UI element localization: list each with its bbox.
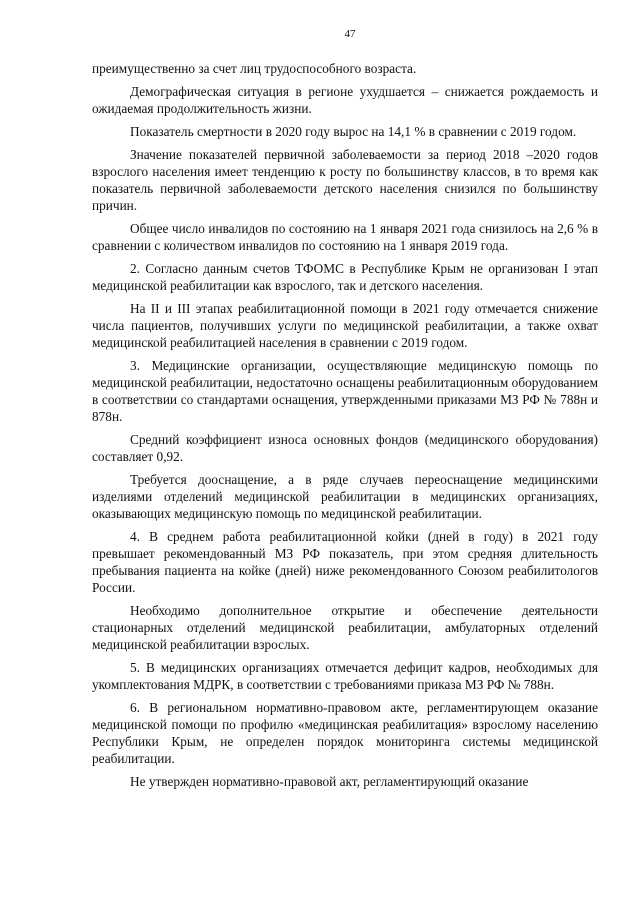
document-body (92, 60, 598, 790)
paragraph-legal-act: Не утвержден нормативно-правовой акт, регламентирующий оказание (130, 774, 529, 789)
paragraph-item-6: 6. В региональном нормативно-правовом акте, регламентирующем оказание медицинской помощи по профилю «медицинская реабилитация» взрослому населению Республики Крым, не определен порядок мониторинга системы медицинской реабилитации. (92, 700, 598, 766)
paragraph-equipment-need: Требуется дооснащение, а в ряде случаев переоснащение медицинскими изделиями отделений медицинской реабилитации в медицинских организациях, оказывающих медицинскую помощь по медицинской реабилитации. (92, 472, 598, 521)
paragraph-mortality: Показатель смертности в 2020 году вырос на 14,1 % в сравнении с 2019 годом. (130, 124, 577, 139)
paragraph-item-5: 5. В медицинских организациях отмечается дефицит кадров, необходимых для укомплектования МДРК, в соответствии с требованиями приказа МЗ РФ № 788н. (92, 660, 598, 692)
paragraph-rehab-stages: На II и III этапах реабилитационной помощи в 2021 году отмечается снижение числа пациентов, получивших услуги по медицинской реабилитации, а также охват медицинской реабилитацией населения в сравнении с 2019 годом. (92, 301, 598, 350)
paragraph-item-2: 2. Согласно данным счетов ТФОМС в Республике Крым не организован I этап медицинской реабилитации как взрослого, так и детского населения. (92, 261, 598, 293)
paragraph-demography: Демографическая ситуация в регионе ухудшается – снижается рождаемость и ожидаемая продолжительность жизни. (92, 84, 598, 116)
paragraph-wear-coefficient: Средний коэффициент износа основных фондов (медицинского оборудования) составляет 0,92. (92, 432, 598, 464)
paragraph-continuation: преимущественно за счет лиц трудоспособного возраста. (92, 61, 417, 76)
page-number: 47 (344, 28, 356, 40)
paragraph-morbidity: Значение показателей первичной заболеваемости за период 2018 –2020 годов взрослого населения имеет тенденцию к росту по большинству классов, в то время как показатель первичной заболеваемости детского населения снизился по большинству причин. (92, 147, 598, 213)
paragraph-departments-need: Необходимо дополнительное открытие и обеспечение деятельности стационарных отделений медицинской реабилитации, амбулаторных отделений медицинской реабилитации взрослых. (92, 603, 598, 652)
paragraph-item-4: 4. В среднем работа реабилитационной койки (дней в году) в 2021 году превышает рекомендованный МЗ РФ показатель, при этом средняя длительность пребывания пациента на койке (дней) ниже рекомендованного Союзом реабилитологов России. (92, 529, 598, 595)
paragraph-disabled: Общее число инвалидов по состоянию на 1 января 2021 года снизилось на 2,6 % в сравнении с количеством инвалидов по состоянию на 1 января 2019 года. (92, 221, 598, 253)
paragraph-item-3: 3. Медицинские организации, осуществляющие медицинскую помощь по медицинской реабилитации, недостаточно оснащены реабилитационным оборудованием в соответствии со стандартами оснащения, утвержденными приказами МЗ РФ № 788н и 878н. (92, 358, 598, 424)
